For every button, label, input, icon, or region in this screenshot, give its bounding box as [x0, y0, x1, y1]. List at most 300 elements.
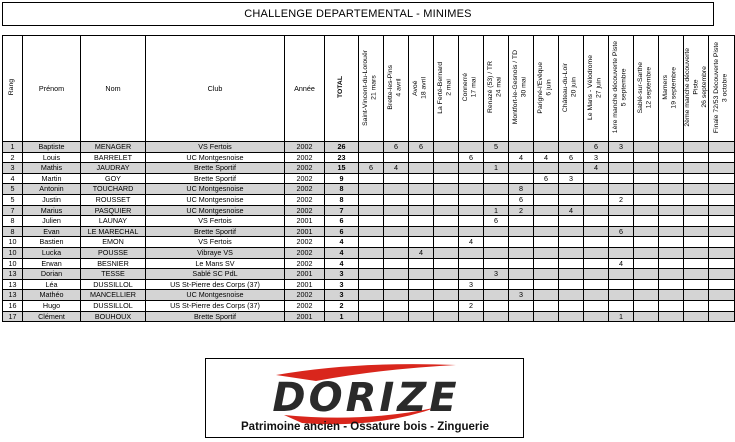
points-cell: 3: [584, 152, 609, 163]
points-cell: [684, 205, 709, 216]
points-cell: [609, 290, 634, 301]
nom-cell: PASQUIER: [81, 205, 146, 216]
points-cell: [409, 216, 434, 227]
points-cell: [659, 184, 684, 195]
points-cell: [609, 216, 634, 227]
points-cell: [634, 205, 659, 216]
points-cell: [634, 173, 659, 184]
club-cell: US St-Pierre des Corps (37): [146, 279, 285, 290]
points-cell: [709, 300, 735, 311]
header-race: 2ème manche découverte Piste 26 septembre: [684, 36, 709, 142]
points-cell: [359, 258, 384, 269]
points-cell: [709, 216, 735, 227]
points-cell: 4: [509, 152, 534, 163]
points-cell: [709, 237, 735, 248]
table-row: [3, 226, 735, 237]
points-cell: [534, 300, 559, 311]
points-cell: [659, 173, 684, 184]
rang-cell: 3: [3, 163, 23, 174]
points-cell: [534, 142, 559, 153]
points-cell: [584, 258, 609, 269]
club-cell: Vibraye VS: [146, 247, 285, 258]
points-cell: [509, 163, 534, 174]
points-cell: [709, 163, 735, 174]
points-cell: [509, 269, 534, 280]
prenom-cell: Julien: [23, 216, 81, 227]
points-cell: [709, 279, 735, 290]
points-cell: [584, 226, 609, 237]
table-row: [3, 163, 735, 174]
nom-cell: MENAGER: [81, 142, 146, 153]
points-cell: [684, 290, 709, 301]
table-row: [3, 184, 735, 195]
points-cell: [534, 226, 559, 237]
annee-cell: 2002: [285, 163, 325, 174]
points-cell: [684, 258, 709, 269]
points-cell: [684, 300, 709, 311]
points-cell: 2: [459, 300, 484, 311]
club-cell: US St-Pierre des Corps (37): [146, 300, 285, 311]
points-cell: [534, 269, 559, 280]
points-cell: [534, 279, 559, 290]
points-cell: 2: [609, 194, 634, 205]
total-cell: 2: [325, 300, 359, 311]
points-cell: [434, 279, 459, 290]
points-cell: [584, 279, 609, 290]
prenom-cell: Antonin: [23, 184, 81, 195]
header-race: La Ferté-Bernard 2 mai: [434, 36, 459, 142]
points-cell: [559, 258, 584, 269]
points-cell: [659, 237, 684, 248]
points-cell: [359, 311, 384, 322]
points-cell: [384, 205, 409, 216]
points-cell: [434, 300, 459, 311]
total-cell: 4: [325, 247, 359, 258]
rang-cell: 5: [3, 194, 23, 205]
points-cell: 6: [534, 173, 559, 184]
points-cell: [584, 311, 609, 322]
results-table: [2, 35, 735, 322]
points-cell: [659, 226, 684, 237]
points-cell: [634, 258, 659, 269]
dorize-logo-graphic: [206, 359, 523, 437]
points-cell: [459, 311, 484, 322]
points-cell: 4: [534, 152, 559, 163]
table-row: [3, 216, 735, 227]
points-cell: [559, 300, 584, 311]
points-cell: [634, 300, 659, 311]
header-race: Saint-Vincent-du-Lorouër 21 mars: [359, 36, 384, 142]
club-cell: Brette Sportif: [146, 163, 285, 174]
annee-cell: 2002: [285, 300, 325, 311]
nom-cell: JAUDRAY: [81, 163, 146, 174]
nom-cell: DUSSILLOL: [81, 279, 146, 290]
total-cell: 1: [325, 311, 359, 322]
club-cell: VS Fertois: [146, 237, 285, 248]
points-cell: 4: [584, 163, 609, 174]
club-cell: Brette Sportif: [146, 311, 285, 322]
points-cell: [659, 205, 684, 216]
table-row: [3, 269, 735, 280]
club-cell: Brette Sportif: [146, 226, 285, 237]
points-cell: [459, 247, 484, 258]
nom-cell: TOUCHARD: [81, 184, 146, 195]
points-cell: [659, 142, 684, 153]
points-cell: [634, 216, 659, 227]
points-cell: [684, 279, 709, 290]
points-cell: [634, 184, 659, 195]
points-cell: [484, 247, 509, 258]
points-cell: [684, 152, 709, 163]
points-cell: [559, 290, 584, 301]
points-cell: [559, 163, 584, 174]
header-race: Montfort-le-Gesnois / TD 30 mai: [509, 36, 534, 142]
points-cell: [384, 184, 409, 195]
points-cell: [534, 216, 559, 227]
points-cell: [459, 142, 484, 153]
points-cell: [434, 269, 459, 280]
total-cell: 9: [325, 173, 359, 184]
points-cell: [659, 258, 684, 269]
points-cell: [409, 152, 434, 163]
points-cell: [459, 290, 484, 301]
points-cell: [359, 142, 384, 153]
club-cell: UC Montgesnoise: [146, 152, 285, 163]
points-cell: [534, 205, 559, 216]
points-cell: [634, 269, 659, 280]
table-row: [3, 194, 735, 205]
points-cell: [659, 247, 684, 258]
points-cell: [634, 194, 659, 205]
header-rang: Rang: [3, 36, 23, 142]
header-race: Sablé-sur-Sarthe 12 septembre: [634, 36, 659, 142]
points-cell: [584, 184, 609, 195]
points-cell: 3: [559, 173, 584, 184]
nom-cell: POUSSE: [81, 247, 146, 258]
points-cell: [434, 290, 459, 301]
points-cell: 3: [459, 279, 484, 290]
annee-cell: 2002: [285, 258, 325, 269]
points-cell: [484, 173, 509, 184]
points-cell: [609, 163, 634, 174]
points-cell: [584, 300, 609, 311]
table-row: [3, 279, 735, 290]
header-row: [3, 36, 735, 142]
rang-cell: 13: [3, 279, 23, 290]
points-cell: [709, 173, 735, 184]
nom-cell: BESNIER: [81, 258, 146, 269]
points-cell: [634, 247, 659, 258]
points-cell: [384, 300, 409, 311]
points-cell: [484, 279, 509, 290]
prenom-cell: Mathéo: [23, 290, 81, 301]
rang-cell: 4: [3, 173, 23, 184]
rang-cell: 10: [3, 247, 23, 258]
points-cell: [609, 237, 634, 248]
points-cell: [509, 173, 534, 184]
points-cell: [684, 163, 709, 174]
annee-cell: 2002: [285, 290, 325, 301]
prenom-cell: Mathis: [23, 163, 81, 174]
points-cell: [409, 311, 434, 322]
table-row: [3, 205, 735, 216]
points-cell: [459, 205, 484, 216]
points-cell: [609, 205, 634, 216]
points-cell: [609, 152, 634, 163]
points-cell: 4: [559, 205, 584, 216]
points-cell: [609, 269, 634, 280]
points-cell: [684, 194, 709, 205]
points-cell: [584, 237, 609, 248]
table-row: [3, 290, 735, 301]
total-cell: 6: [325, 226, 359, 237]
prenom-cell: Baptiste: [23, 142, 81, 153]
points-cell: [609, 247, 634, 258]
points-cell: [684, 247, 709, 258]
prenom-cell: Martin: [23, 173, 81, 184]
points-cell: [484, 226, 509, 237]
points-cell: [659, 269, 684, 280]
points-cell: [684, 184, 709, 195]
points-cell: 3: [509, 290, 534, 301]
points-cell: 4: [609, 258, 634, 269]
points-cell: [709, 152, 735, 163]
table-row: [3, 311, 735, 322]
points-cell: [409, 163, 434, 174]
total-cell: 4: [325, 237, 359, 248]
rang-cell: 10: [3, 237, 23, 248]
points-cell: [584, 247, 609, 258]
points-cell: 6: [559, 152, 584, 163]
points-cell: [434, 194, 459, 205]
club-cell: UC Montgesnoise: [146, 205, 285, 216]
prenom-cell: Dorian: [23, 269, 81, 280]
nom-cell: LE MARECHAL: [81, 226, 146, 237]
points-cell: [709, 290, 735, 301]
header-race: Brette-les-Pins 4 avril: [384, 36, 409, 142]
header-annee: Année: [285, 36, 325, 142]
points-cell: [409, 194, 434, 205]
points-cell: 1: [609, 311, 634, 322]
points-cell: [559, 247, 584, 258]
club-cell: Sablé SC PdL: [146, 269, 285, 280]
header-race: Parigné-l'Evêque 6 juin: [534, 36, 559, 142]
points-cell: [409, 173, 434, 184]
points-cell: [359, 269, 384, 280]
points-cell: [409, 279, 434, 290]
points-cell: [709, 142, 735, 153]
table-row: [3, 258, 735, 269]
rang-cell: 8: [3, 226, 23, 237]
points-cell: [484, 194, 509, 205]
points-cell: 4: [459, 237, 484, 248]
header-nom: Nom: [81, 36, 146, 142]
points-cell: [384, 247, 409, 258]
points-cell: [659, 279, 684, 290]
points-cell: [559, 237, 584, 248]
header-prenom: Prénom: [23, 36, 81, 142]
header-club: Club: [146, 36, 285, 142]
points-cell: [684, 226, 709, 237]
points-cell: [534, 237, 559, 248]
rang-cell: 10: [3, 258, 23, 269]
points-cell: [434, 184, 459, 195]
points-cell: 2: [509, 205, 534, 216]
points-cell: [434, 311, 459, 322]
points-cell: 6: [409, 142, 434, 153]
points-cell: 3: [484, 269, 509, 280]
points-cell: [384, 311, 409, 322]
header-race: Avoé 18 avril: [409, 36, 434, 142]
points-cell: [359, 184, 384, 195]
rang-cell: 2: [3, 152, 23, 163]
prenom-cell: Erwan: [23, 258, 81, 269]
logo-brand: DORIZE: [272, 375, 460, 421]
points-cell: [434, 216, 459, 227]
points-cell: [459, 258, 484, 269]
club-cell: UC Montgesnoise: [146, 184, 285, 195]
points-cell: 6: [484, 216, 509, 227]
points-cell: [484, 237, 509, 248]
points-cell: [434, 152, 459, 163]
prenom-cell: Bastien: [23, 237, 81, 248]
points-cell: 6: [459, 152, 484, 163]
club-cell: Le Mans SV: [146, 258, 285, 269]
points-cell: [484, 152, 509, 163]
points-cell: [634, 311, 659, 322]
header-total: TOTAL: [325, 36, 359, 142]
points-cell: [384, 152, 409, 163]
club-cell: VS Fertois: [146, 142, 285, 153]
total-cell: 8: [325, 184, 359, 195]
total-cell: 8: [325, 194, 359, 205]
points-cell: [534, 258, 559, 269]
points-cell: [559, 184, 584, 195]
annee-cell: 2002: [285, 152, 325, 163]
points-cell: [384, 237, 409, 248]
points-cell: [409, 300, 434, 311]
points-cell: [534, 247, 559, 258]
points-cell: [384, 290, 409, 301]
points-cell: [634, 142, 659, 153]
points-cell: [709, 184, 735, 195]
points-cell: [559, 142, 584, 153]
points-cell: [359, 216, 384, 227]
nom-cell: BARRELET: [81, 152, 146, 163]
points-cell: [609, 173, 634, 184]
points-cell: [659, 290, 684, 301]
points-cell: [659, 194, 684, 205]
points-cell: [509, 279, 534, 290]
points-cell: [634, 290, 659, 301]
points-cell: [359, 279, 384, 290]
points-cell: [484, 184, 509, 195]
points-cell: [359, 173, 384, 184]
total-cell: 6: [325, 216, 359, 227]
points-cell: [434, 226, 459, 237]
header-race: Renazé (53) / TR 24 mai: [484, 36, 509, 142]
prenom-cell: Léa: [23, 279, 81, 290]
points-cell: [584, 205, 609, 216]
points-cell: [484, 300, 509, 311]
points-cell: [359, 194, 384, 205]
points-cell: [534, 163, 559, 174]
prenom-cell: Evan: [23, 226, 81, 237]
points-cell: [559, 279, 584, 290]
points-cell: [584, 194, 609, 205]
points-cell: [534, 194, 559, 205]
points-cell: [359, 300, 384, 311]
points-cell: 8: [509, 184, 534, 195]
points-cell: [409, 205, 434, 216]
annee-cell: 2001: [285, 279, 325, 290]
points-cell: [434, 163, 459, 174]
points-cell: [509, 258, 534, 269]
rang-cell: 5: [3, 184, 23, 195]
header-race: Connerré 17 mai: [459, 36, 484, 142]
points-cell: [459, 269, 484, 280]
rang-cell: 13: [3, 269, 23, 280]
sponsor-logo: [205, 358, 524, 438]
points-cell: [534, 311, 559, 322]
prenom-cell: Justin: [23, 194, 81, 205]
points-cell: [434, 237, 459, 248]
points-cell: [509, 237, 534, 248]
points-cell: [559, 269, 584, 280]
points-cell: [634, 226, 659, 237]
nom-cell: GOY: [81, 173, 146, 184]
header-race: Finale 72/53 Découverte Piste 3 octobre: [709, 36, 735, 142]
rang-cell: 8: [3, 216, 23, 227]
points-cell: [559, 194, 584, 205]
points-cell: [684, 173, 709, 184]
points-cell: [384, 216, 409, 227]
nom-cell: TESSE: [81, 269, 146, 280]
points-cell: 4: [409, 247, 434, 258]
table-row: [3, 237, 735, 248]
points-cell: [684, 237, 709, 248]
points-cell: 1: [484, 163, 509, 174]
rang-cell: 16: [3, 300, 23, 311]
prenom-cell: Hugo: [23, 300, 81, 311]
prenom-cell: Clément: [23, 311, 81, 322]
total-cell: 15: [325, 163, 359, 174]
nom-cell: DUSSILLOL: [81, 300, 146, 311]
points-cell: [559, 311, 584, 322]
points-cell: 3: [609, 142, 634, 153]
table-row: [3, 142, 735, 153]
total-cell: 26: [325, 142, 359, 153]
points-cell: [434, 173, 459, 184]
points-cell: [384, 173, 409, 184]
points-cell: [484, 290, 509, 301]
points-cell: [459, 216, 484, 227]
points-cell: [384, 258, 409, 269]
points-cell: [709, 247, 735, 258]
points-cell: 6: [384, 142, 409, 153]
points-cell: [384, 226, 409, 237]
points-cell: [709, 226, 735, 237]
points-cell: [384, 279, 409, 290]
points-cell: [484, 258, 509, 269]
points-cell: [709, 311, 735, 322]
points-cell: [359, 290, 384, 301]
points-cell: [659, 311, 684, 322]
points-cell: [434, 258, 459, 269]
points-cell: [659, 300, 684, 311]
nom-cell: EMON: [81, 237, 146, 248]
nom-cell: BOUHOUX: [81, 311, 146, 322]
